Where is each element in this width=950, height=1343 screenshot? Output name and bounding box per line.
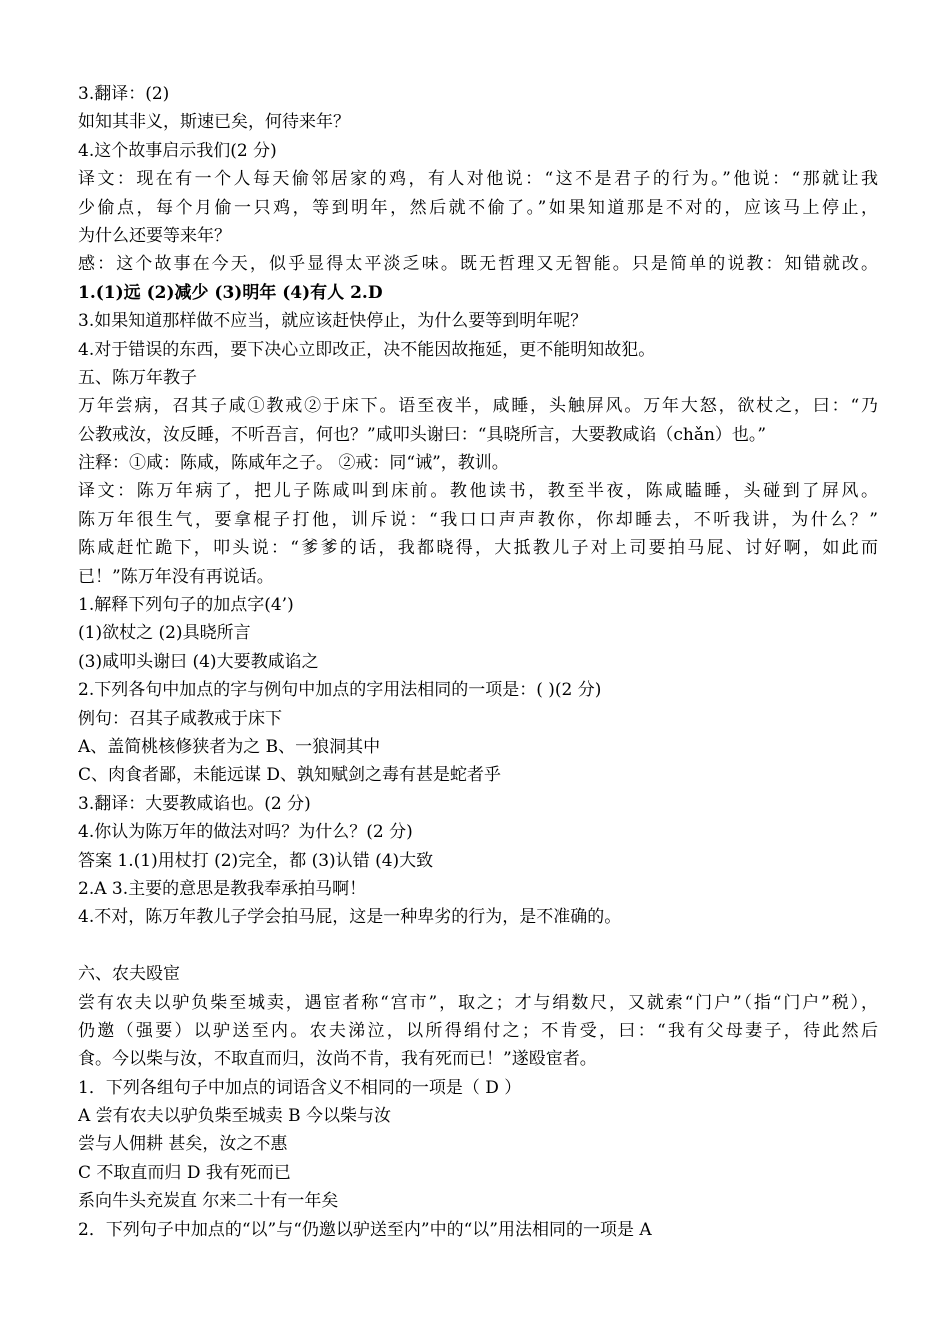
option-line: A、盖简桃核修狭者为之 B、一狼洞其中 [78,736,381,757]
text-line: 已！”陈万年没有再说话。 [78,566,274,587]
text-line: 如知其非义，斯速已矣，何待来年？ [78,112,350,133]
answer-line: 3.如果知道那样做不应当，就应该赶快停止，为什么要等到明年呢？ [78,311,588,332]
question-line: (3)咸叩头谢曰 (4)大要教咸谄之 [78,651,319,672]
answer-line: 4.不对，陈万年教儿子学会拍马屁，这是一种卑劣的行为，是不准确的。 [78,907,622,928]
text-line: 4.这个故事启示我们(2 分) [78,140,277,161]
text-line: 陈咸赶忙跪下，叩头说：“爹爹的话，我都晓得，大抵教儿子对上司要拍马屁、讨好啊，如此而 [78,538,878,559]
text-line: 陈万年很生气，要拿棍子打他，训斥说：“我口口声声教你，你却睡去，不听我讲，为什么？” [78,509,878,530]
text-line: 尝有农夫以驴负柴至城卖，遇宦者称“宫市”，取之；才与绢数尺，又就索“门户”（指“门户”税）， [78,992,878,1013]
section-heading: 五、陈万年教子 [78,367,197,388]
answer-line: 答案 1.(1)用杖打 (2)完全，都 (3)认错 (4)大致 [78,850,434,871]
question-line: 例句：召其子咸教戒于床下 [78,708,282,729]
option-line: A 尝有农夫以驴负柴至城卖 B 今以柴与汝 [78,1106,391,1127]
text-line: 感：这个故事在今天，似乎显得太平淡乏味。既无哲理又无智能。只是简单的说教：知错就改。 [78,254,878,275]
section-heading: 六、农夫殴宦 [78,964,180,985]
question-line: (1)欲杖之 (2)具晓所言 [78,623,251,644]
text-line: 3.翻译：(2) [78,84,170,104]
text-line: 为什么还要等来年？ [78,225,231,246]
blank-line [78,932,878,960]
text-line: 仍邀（强要）以驴送至内。农夫涕泣，以所得绢付之；不肯受，曰：“我有父母妻子，待此然后 [78,1020,878,1041]
question-line: 1．下列各组句子中加点的词语含义不相同的一项是（ D ） [78,1077,522,1098]
question-line: 3.翻译：大要教咸谄也。(2 分) [78,793,311,814]
option-line: 系向牛头充炭直 尔来二十有一年矣 [78,1191,339,1212]
option-line: 尝与人佣耕 甚矣，汝之不惠 [78,1134,288,1155]
text-line: 食。今以柴与汝，不取直而归，汝尚不肯，我有死而已！”遂殴宦者。 [78,1049,597,1070]
question-line: 4.你认为陈万年的做法对吗？为什么？(2 分) [78,822,413,843]
option-line: C、肉食者鄙，未能远谋 D、孰知赋剑之毒有甚是蛇者乎 [78,765,502,786]
option-line: C 不取直而归 D 我有死而已 [78,1162,291,1183]
document-body [78,80,878,1244]
text-line: 公教戒汝，汝反睡，不听吾言，何也？”咸叩头谢曰：“具晓所言，大要教咸谄（chǎn）也。” [78,424,767,445]
answer-line: 4.对于错误的东西，要下决心立即改正，决不能因故拖延，更不能明知故犯。 [78,339,656,360]
question-line: 2．下列句子中加点的“以”与“仍邀以驴送至内”中的“以”用法相同的一项是 A [78,1219,652,1240]
question-line: 2.下列各句中加点的字与例句中加点的字用法相同的一项是：( )(2 分) [78,680,602,701]
text-line: 万年尝病，召其子咸①教戒②于床下。语至夜半，咸睡，头触屏风。万年大怒，欲杖之，曰：“乃 [78,396,878,417]
question-line: 1.解释下列句子的加点字(4’) [78,595,294,616]
text-line: 译文：陈万年病了，把儿子陈咸叫到床前。教他读书，教至半夜，陈咸瞌睡，头碰到了屏风。 [78,481,878,502]
text-line: 注释：①咸：陈咸，陈咸年之子。 ②戒：同“诫”，教训。 [78,453,509,474]
text-line: 少偷点，每个月偷一只鸡，等到明年，然后就不偷了。”如果知道那是不对的，应该马上停止， [78,197,878,218]
text-line: 译文：现在有一个人每天偷邻居家的鸡，有人对他说：“这不是君子的行为。”他说：“那就让我 [78,169,878,190]
answer-line: 2.A 3.主要的意思是教我奉承拍马啊！ [78,878,367,899]
answer-line: 1.(1)远 (2)减少 (3)明年 (4)有人 2.D [78,282,383,303]
